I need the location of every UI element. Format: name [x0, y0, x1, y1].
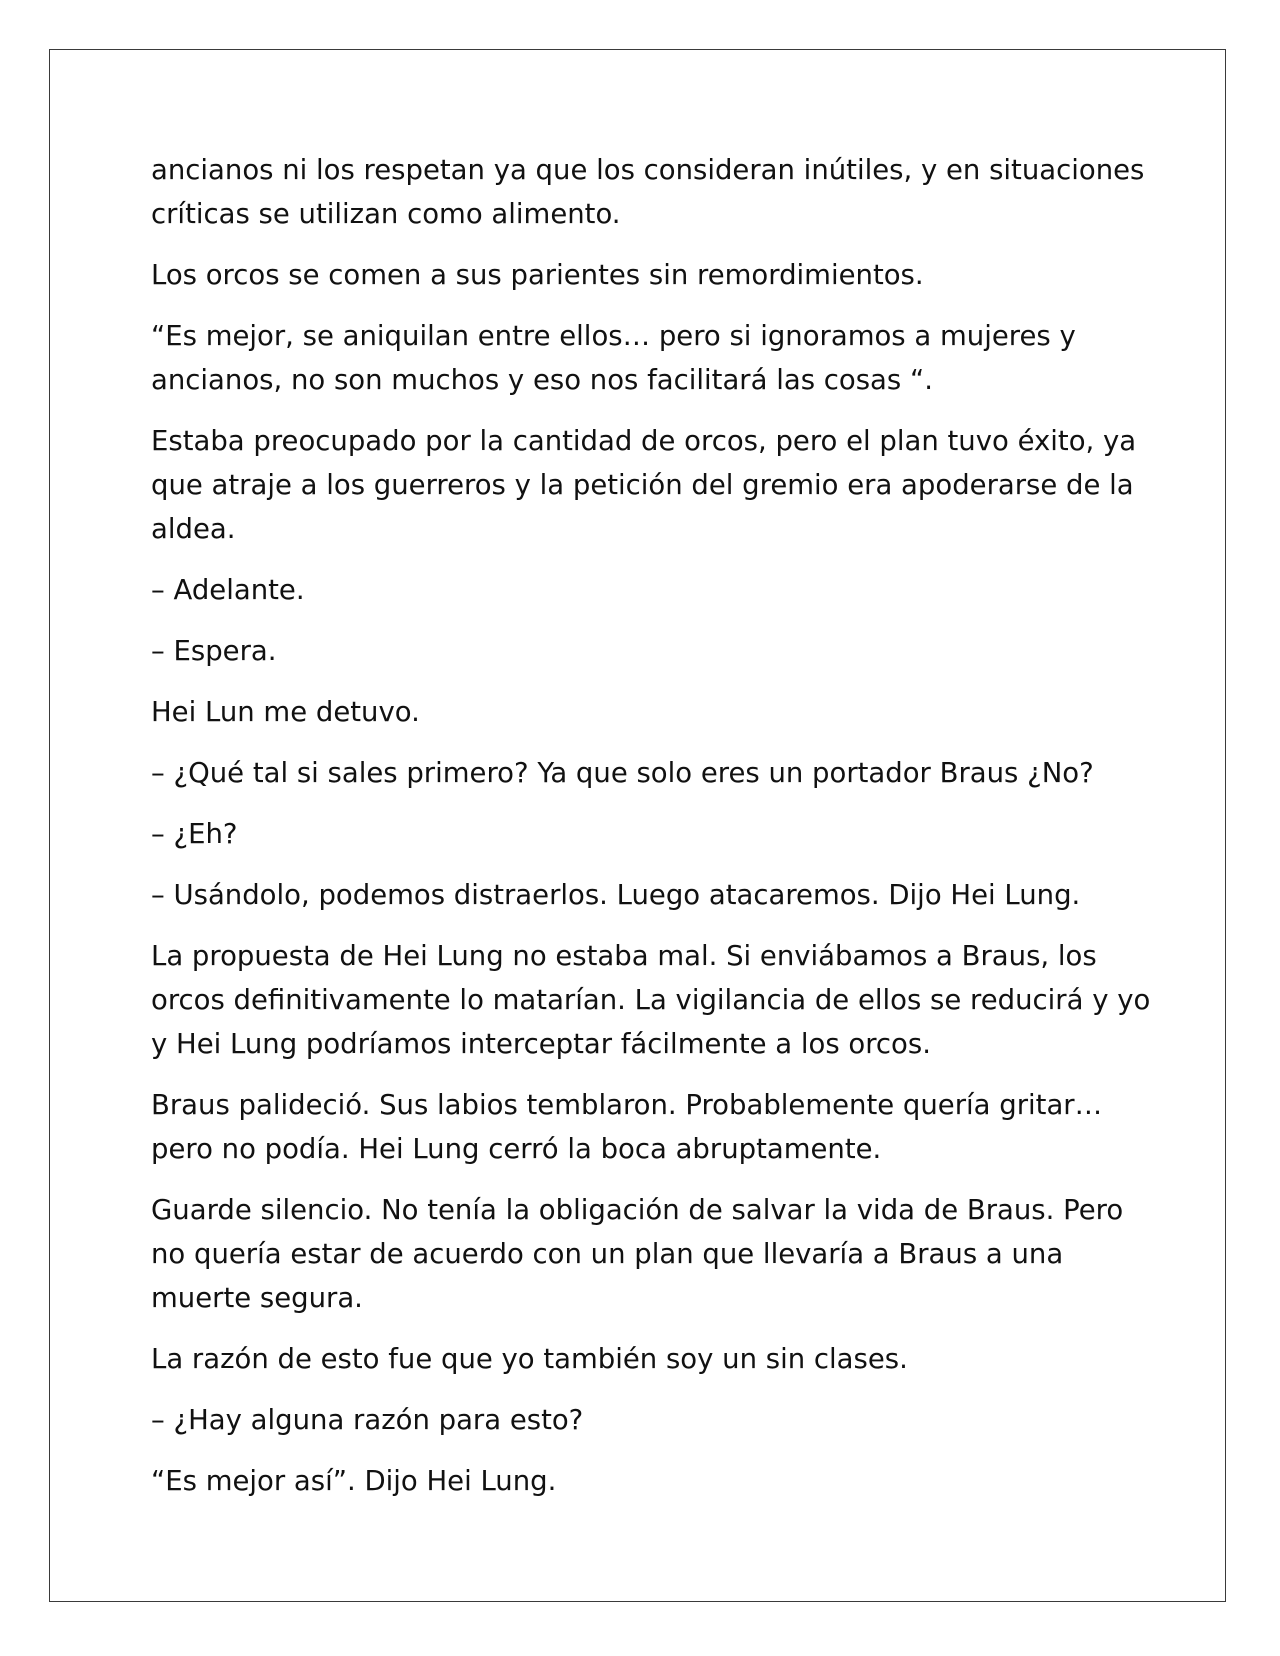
paragraph-9: – ¿Eh? — [151, 818, 238, 850]
paragraph-13: Guarde silencio. No tenía la obligación de salvar la vida de Braus. Pero no quería estar de acuerdo con un plan que llevaría a Braus a una muerte segura. — [151, 1194, 1124, 1314]
paragraph-1: ancianos ni los respetan ya que los consideran inútiles, y en situaciones críticas se utilizan como alimento. — [151, 154, 1145, 230]
paragraph-4: Estaba preocupado por la cantidad de orcos, pero el plan tuvo éxito, ya que atraje a los guerreros y la petición del gremio era apoderarse de la aldea. — [151, 425, 1137, 545]
document-text — [151, 148, 1151, 1520]
paragraph-5: – Adelante. — [151, 574, 305, 606]
paragraph-12: Braus palideció. Sus labios temblaron. Probablemente quería gritar… pero no podía. Hei Lung cerró la boca abruptamente. — [151, 1089, 1103, 1165]
paragraph-15: – ¿Hay alguna razón para esto? — [151, 1404, 584, 1436]
paragraph-3: “Es mejor, se aniquilan entre ellos… pero si ignoramos a mujeres y ancianos, no son muchos y eso nos facilitará las cosas “. — [151, 320, 1076, 396]
paragraph-8: – ¿Qué tal si sales primero? Ya que solo eres un portador Braus ¿No? — [151, 757, 1094, 789]
paragraph-14: La razón de esto fue que yo también soy un sin clases. — [151, 1343, 908, 1375]
paragraph-7: Hei Lun me detuvo. — [151, 696, 420, 728]
paragraph-6: – Espera. — [151, 635, 277, 667]
paragraph-16: “Es mejor así”. Dijo Hei Lung. — [151, 1465, 557, 1497]
paragraph-10: – Usándolo, podemos distraerlos. Luego atacaremos. Dijo Hei Lung. — [151, 879, 1081, 911]
paragraph-11: La propuesta de Hei Lung no estaba mal. Si enviábamos a Braus, los orcos definitivamente lo matarían. La vigilancia de ellos se reducirá y yo y Hei Lung podríamos interceptar fácilmente a los orcos. — [151, 940, 1151, 1060]
paragraph-2: Los orcos se comen a sus parientes sin remordimientos. — [151, 259, 924, 291]
